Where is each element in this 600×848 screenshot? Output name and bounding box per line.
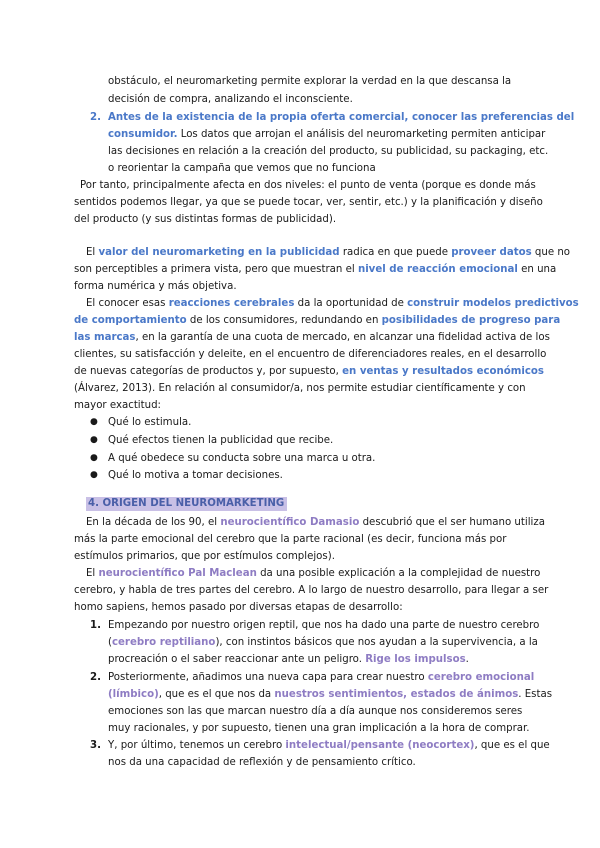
text: da una posible explicación a la complejidad de nuestro	[256, 568, 541, 579]
bullet-icon: ●	[90, 417, 98, 427]
section-heading: 4. ORIGEN DEL NEUROMARKETING	[86, 497, 287, 511]
highlight-damasio: neurocientífico Damasio	[220, 517, 360, 528]
text: en una	[517, 264, 557, 275]
highlight-impulsos: Rige los impulsos	[365, 654, 466, 665]
conocer-line6: (Álvarez, 2013). En relación al consumidor/a, nos permite estudiar científicamente y con	[74, 383, 526, 394]
conocer-line2	[74, 314, 560, 327]
brain1-line2	[108, 636, 538, 649]
brain1-line1: Empezando por nuestro origen reptil, que nos ha dado una parte de nuestro cerebro	[108, 620, 540, 631]
highlight-nivel: nivel de reacción emocional	[357, 264, 518, 275]
text: de nuevas categorías de productos y, por supuesto,	[74, 366, 343, 377]
brain2-line2	[108, 688, 552, 701]
conocer-line3	[74, 331, 550, 344]
highlight-limbico: (límbico)	[108, 689, 159, 700]
text: de los consumidores, redundando en	[186, 315, 382, 326]
brain2-line4: muy racionales, y por supuesto, tienen una gran implicación a la hora de comprar.	[108, 723, 530, 734]
text: , que es el que nos da	[158, 689, 275, 700]
highlight-comportamiento: de comportamiento	[74, 315, 187, 326]
damasio-line3: estímulos primarios, que por estímulos complejos).	[74, 551, 335, 562]
item1-line2: decisión de compra, analizando el inconsciente.	[108, 94, 353, 105]
brain2-line1	[108, 671, 534, 684]
maclean-line1	[86, 567, 540, 580]
valor-line2	[74, 263, 556, 276]
conocer-line7: mayor exactitud:	[74, 400, 161, 411]
text: obstáculo, el neuromarketing permite explorar la verdad en la que descansa la	[108, 76, 512, 87]
item2-title-line1: Antes de la existencia de la propia oferta comercial, conocer las preferencias del	[108, 112, 575, 123]
text: descubrió que el ser humano utiliza	[359, 517, 545, 528]
highlight-sentimientos: nuestros sentimientos, estados de ánimos	[274, 689, 519, 700]
highlight-posibilidades: posibilidades de progreso para	[381, 315, 561, 326]
bullet-icon: ●	[90, 453, 98, 463]
text: (	[108, 637, 112, 648]
list-item: Qué efectos tienen la publicidad que recibe.	[108, 435, 334, 446]
bullet-icon: ●	[90, 435, 98, 445]
conocer-line5	[74, 365, 544, 378]
text: que no	[531, 247, 571, 258]
highlight-reptiliano: cerebro reptiliano	[111, 637, 216, 648]
item2-line4: o reorientar la campaña que vemos que no funciona	[108, 163, 376, 174]
brain3-line1	[108, 739, 550, 752]
text: En la década de los 90, el	[86, 517, 221, 528]
bullet-icon: ●	[90, 470, 98, 480]
text: , que es el que	[474, 740, 550, 751]
list-number: 3.	[90, 740, 101, 751]
item2-number: 2.	[90, 112, 101, 123]
tanto-line3: del producto (y sus distintas formas de publicidad).	[74, 214, 337, 225]
highlight-emocional: cerebro emocional	[427, 672, 535, 683]
text: . Estas	[518, 689, 553, 700]
text: .	[465, 654, 469, 665]
item1-line1	[108, 75, 526, 88]
highlight-neocortex: intelectual/pensante (neocortex)	[285, 740, 475, 751]
valor-line3: forma numérica y más objetiva.	[74, 281, 237, 292]
highlight-maclean: neurocientífico Pal Maclean	[98, 568, 257, 579]
highlight-reacciones: reacciones cerebrales	[168, 298, 295, 309]
text: procreación o el saber reaccionar ante un peligro.	[108, 654, 366, 665]
text: El conocer esas	[86, 298, 169, 309]
conocer-line1	[86, 297, 579, 310]
text: son perceptibles a primera vista, pero que muestran el	[74, 264, 358, 275]
item2-line3: las decisiones en relación a la creación del producto, su publicidad, su packaging, etc.	[108, 146, 549, 157]
maclean-line3: homo sapiens, hemos pasado por diversas etapas de desarrollo:	[74, 602, 403, 613]
text: El	[86, 247, 99, 258]
list-item: Qué lo motiva a tomar decisiones.	[108, 470, 283, 481]
highlight-proveer: proveer datos	[451, 247, 532, 258]
damasio-line1	[86, 516, 545, 529]
tanto-line2: sentidos podemos llegar, ya que se puede tocar, ver, sentir, etc.) y la planificación y diseño	[74, 197, 543, 208]
text: Posteriormente, añadimos una nueva capa para crear nuestro	[108, 672, 428, 683]
text: , en la garantía de una cuota de mercado, en alcanzar una fidelidad activa de los	[135, 332, 550, 343]
text: ), con instintos básicos que nos ayudan a la supervivencia, a la	[215, 637, 538, 648]
highlight-valor: valor del neuromarketing en la publicidad	[98, 247, 340, 258]
brain2-line3: emociones son las que marcan nuestro día a día aunque nos consideremos seres	[108, 706, 523, 717]
item2-line2	[108, 128, 545, 141]
text: El	[86, 568, 99, 579]
list-number: 2.	[90, 672, 101, 683]
item2-title-line2: consumidor.	[108, 129, 178, 140]
list-item: A qué obedece su conducta sobre una marca u otra.	[108, 453, 376, 464]
list-number: 1.	[90, 620, 101, 631]
brain1-line3	[108, 653, 469, 666]
text: Y, por último, tenemos un cerebro	[108, 740, 286, 751]
highlight-construir: construir modelos predictivos	[407, 298, 579, 309]
damasio-line2: más la parte emocional del cerebro que la parte racional (es decir, funciona más por	[74, 534, 507, 545]
valor-line1	[86, 246, 570, 259]
text: da la oportunidad de	[294, 298, 408, 309]
brain3-line2: nos da una capacidad de reflexión y de pensamiento crítico.	[108, 757, 416, 768]
item2-text-line2: Los datos que arrojan el análisis del neuromarketing permiten anticipar	[177, 129, 546, 140]
highlight-marcas: las marcas	[74, 332, 136, 343]
maclean-line2: cerebro, y habla de tres partes del cerebro. A lo largo de nuestro desarrollo, para llegar a ser	[74, 585, 549, 596]
text: radica en que puede	[339, 247, 452, 258]
highlight-ventas: en ventas y resultados económicos	[342, 366, 544, 377]
conocer-line4: clientes, su satisfacción y deleite, en el encuentro de diferenciadores reales, en el desarrollo	[74, 349, 547, 360]
tanto-line1: Por tanto, principalmente afecta en dos niveles: el punto de venta (porque es donde más	[80, 180, 536, 191]
list-item: Qué lo estimula.	[108, 417, 192, 428]
